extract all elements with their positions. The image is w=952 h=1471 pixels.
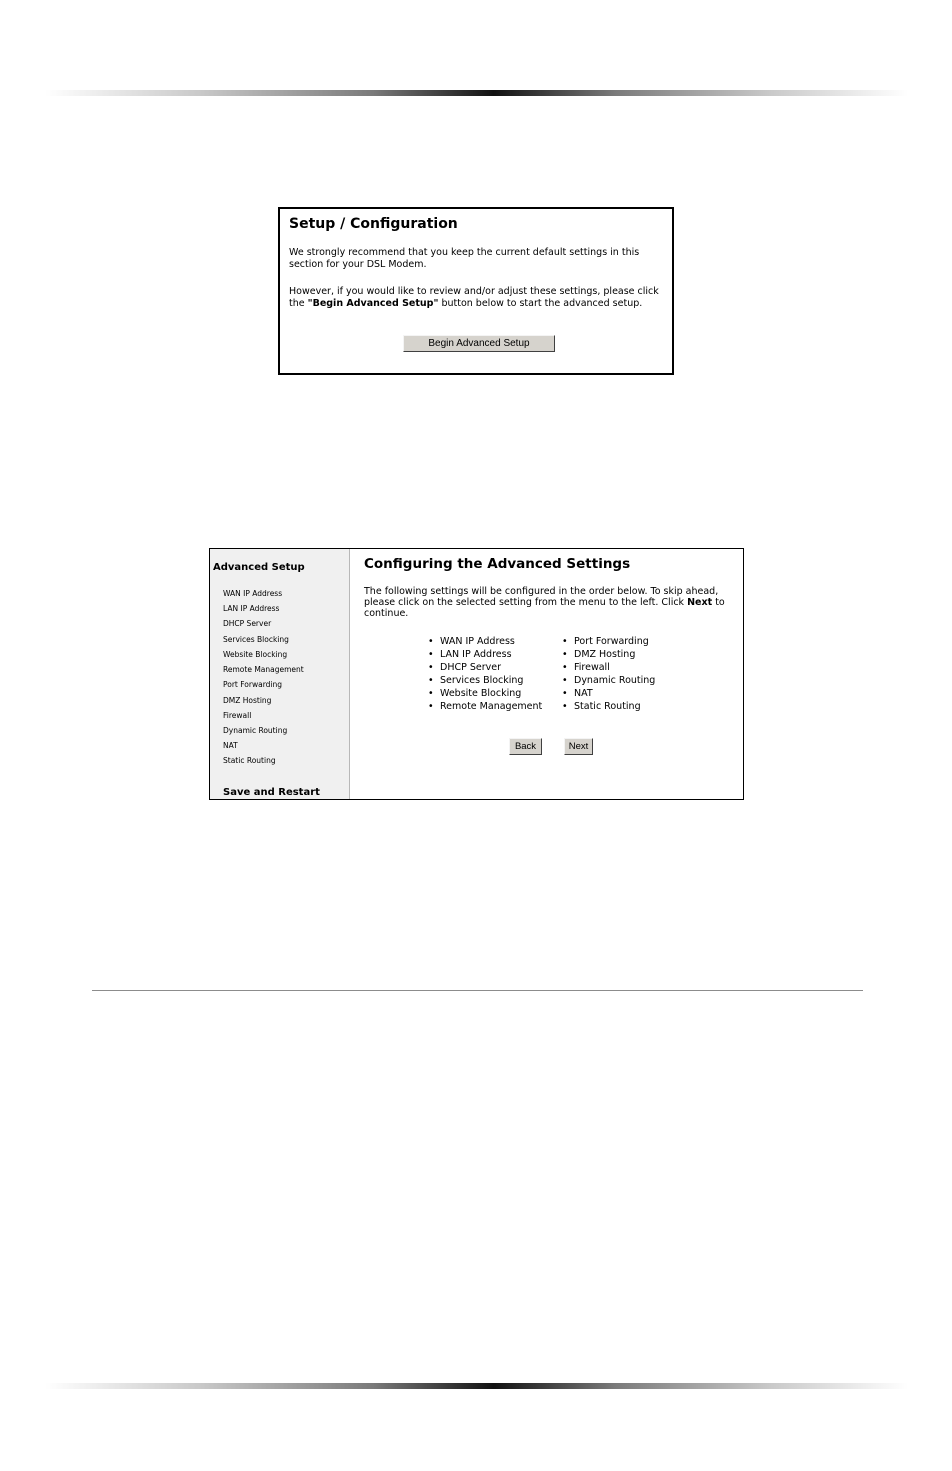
sidebar-item-port-forwarding[interactable]: Port Forwarding xyxy=(223,680,283,689)
advanced-description-start: The following settings will be configured in the order below. To skip ahead, please click on the selected setting from the menu to the left. Click xyxy=(364,586,719,608)
setup-instruction-text xyxy=(289,286,661,309)
list-item: • Remote Management xyxy=(428,700,542,713)
back-button[interactable]: Back xyxy=(509,738,542,755)
sidebar-item-wan-ip-address[interactable]: WAN IP Address xyxy=(223,589,283,598)
list-item: • WAN IP Address xyxy=(428,635,542,648)
list-item: • Services Blocking xyxy=(428,674,542,687)
sidebar-item-firewall[interactable]: Firewall xyxy=(223,711,252,720)
settings-list-left xyxy=(428,635,542,713)
sidebar-item-nat[interactable]: NAT xyxy=(223,741,238,750)
header-rule xyxy=(45,90,908,96)
list-item: • Port Forwarding xyxy=(562,635,655,648)
begin-advanced-setup-button[interactable]: Begin Advanced Setup xyxy=(403,335,555,352)
setup-instruction-start: However, if you would like to review and/or adjust these settings, please click the xyxy=(289,286,659,309)
sidebar-title: Advanced Setup xyxy=(213,562,305,573)
sidebar-item-dhcp-server[interactable]: DHCP Server xyxy=(223,619,272,628)
advanced-description-end: to continue. xyxy=(364,597,725,619)
setup-title: Setup / Configuration xyxy=(289,216,458,232)
settings-list-right xyxy=(562,635,655,713)
advanced-title: Configuring the Advanced Settings xyxy=(364,556,631,572)
advanced-description xyxy=(364,586,736,619)
sidebar-item-remote-management[interactable]: Remote Management xyxy=(223,665,304,674)
sidebar-item-static-routing[interactable]: Static Routing xyxy=(223,756,276,765)
next-button[interactable]: Next xyxy=(564,738,593,755)
setup-configuration-panel xyxy=(278,207,674,375)
setup-recommendation-text: We strongly recommend that you keep the current default settings in this section for your DSL Modem. xyxy=(289,247,640,270)
list-item: • Website Blocking xyxy=(428,687,542,700)
sidebar-item-dynamic-routing[interactable]: Dynamic Routing xyxy=(223,726,288,735)
setup-instruction-end: button below to start the advanced setup. xyxy=(438,297,643,309)
sidebar-item-lan-ip-address[interactable]: LAN IP Address xyxy=(223,604,280,613)
sidebar-save-and-restart[interactable]: Save and Restart xyxy=(223,787,320,798)
list-item: • NAT xyxy=(562,687,655,700)
list-item: • DMZ Hosting xyxy=(562,648,655,661)
setup-instruction-bold: "Begin Advanced Setup" xyxy=(307,297,439,309)
sidebar-item-dmz-hosting[interactable]: DMZ Hosting xyxy=(223,696,272,705)
list-item: • Dynamic Routing xyxy=(562,674,655,687)
list-item: • LAN IP Address xyxy=(428,648,542,661)
advanced-sidebar xyxy=(210,549,350,799)
list-item: • DHCP Server xyxy=(428,661,542,674)
sidebar-item-website-blocking[interactable]: Website Blocking xyxy=(223,650,288,659)
sidebar-item-services-blocking[interactable]: Services Blocking xyxy=(223,635,289,644)
list-item: • Firewall xyxy=(562,661,655,674)
advanced-description-bold: Next xyxy=(687,597,713,608)
advanced-settings-panel xyxy=(209,548,744,800)
footer-rule xyxy=(45,1383,908,1389)
list-item: • Static Routing xyxy=(562,700,655,713)
section-divider xyxy=(92,990,863,991)
